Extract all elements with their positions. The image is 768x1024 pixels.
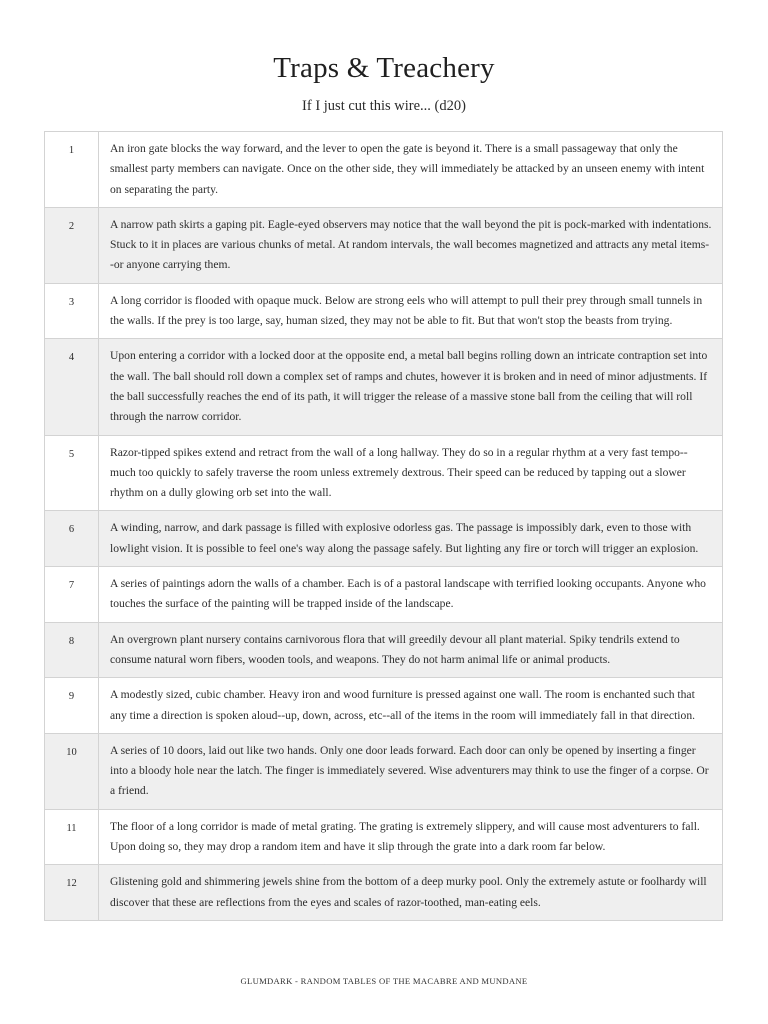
roll-number: 11 <box>45 809 99 865</box>
table-row <box>45 435 723 511</box>
table-row <box>45 567 723 623</box>
roll-number: 9 <box>45 678 99 734</box>
entry-text: A series of paintings adorn the walls of a chamber. Each is of a pastoral landscape with terrified looking occupants. Anyone who touches the surface of the painting will be trapped inside of the landscape. <box>99 567 723 623</box>
entry-text: A winding, narrow, and dark passage is filled with explosive odorless gas. The passage is impossibly dark, even to those with lowlight vision. It is possible to feel one's way along the passage safely. But lighting any fire or torch will trigger an explosion. <box>99 511 723 567</box>
table-row <box>45 511 723 567</box>
entry-text: An overgrown plant nursery contains carnivorous flora that will greedily devour all plant material. Spiky tendrils extend to consume natural worn fibers, wooden tools, and weapons. They do not harm animal life or animal products. <box>99 622 723 678</box>
roll-number: 6 <box>45 511 99 567</box>
table-row <box>45 678 723 734</box>
roll-number: 2 <box>45 207 99 283</box>
roll-number: 10 <box>45 733 99 809</box>
entry-text: Upon entering a corridor with a locked door at the opposite end, a metal ball begins rolling down an intricate contraption set into the wall. The ball should roll down a complex set of ramps and chutes, however it is broken and in need of minor adjustments. If the ball successfully reaches the end of its path, it will trigger the release of a massive stone ball from the ceiling that will roll through the narrow corridor. <box>99 339 723 435</box>
random-table <box>44 131 723 921</box>
table-row <box>45 339 723 435</box>
roll-number: 4 <box>45 339 99 435</box>
entry-text: A long corridor is flooded with opaque muck. Below are strong eels who will attempt to pull their prey through small tunnels in the walls. If the prey is too large, say, human sized, they may not be able to fit. But that won't stop the beasts from trying. <box>99 283 723 339</box>
roll-number: 7 <box>45 567 99 623</box>
roll-number: 3 <box>45 283 99 339</box>
entry-text: A modestly sized, cubic chamber. Heavy iron and wood furniture is pressed against one wall. The room is enchanted such that any time a direction is spoken aloud--up, down, across, etc--all of the items in the room will immediately fall in that direction. <box>99 678 723 734</box>
roll-number: 1 <box>45 132 99 208</box>
table-row <box>45 733 723 809</box>
table-row <box>45 132 723 208</box>
entry-text: The floor of a long corridor is made of metal grating. The grating is extremely slippery, and will cause most adventurers to fall. Upon doing so, they may drop a random item and have it slip through the grate into a dark room far below. <box>99 809 723 865</box>
table-row <box>45 809 723 865</box>
table-row <box>45 283 723 339</box>
entry-text: Glistening gold and shimmering jewels shine from the bottom of a deep murky pool. Only the extremely astute or foolhardy will discover that these are reflections from the eyes and scales of razor-toothed, man-eating eels. <box>99 865 723 921</box>
table-row <box>45 207 723 283</box>
roll-number: 8 <box>45 622 99 678</box>
page-footer: GLUMDARK - RANDOM TABLES OF THE MACABRE AND MUNDANE <box>240 976 528 986</box>
entry-text: A series of 10 doors, laid out like two hands. Only one door leads forward. Each door can only be opened by inserting a finger into a bloody hole near the latch. The finger is immediately severed. Wise adventurers may think to use the finger of a corpse. Or a friend. <box>99 733 723 809</box>
table-body <box>45 132 723 921</box>
table-container <box>44 131 723 921</box>
entry-text: A narrow path skirts a gaping pit. Eagle-eyed observers may notice that the wall beyond the pit is pock-marked with indentations. Stuck to it in places are various chunks of metal. At random intervals, the wall becomes magnetized and attracts any metal items--or anyone carrying them. <box>99 207 723 283</box>
page-subtitle: If I just cut this wire... (d20) <box>302 98 466 114</box>
table-row <box>45 622 723 678</box>
page-title: Traps & Treachery <box>273 52 495 84</box>
entry-text: Razor-tipped spikes extend and retract from the wall of a long hallway. They do so in a regular rhythm at a very fast tempo--much too quickly to safely traverse the room unless extremely dextrous. Their speed can be reduced by tapping out a slower rhythm on a dully glowing orb set into the wall. <box>99 435 723 511</box>
table-row <box>45 865 723 921</box>
roll-number: 5 <box>45 435 99 511</box>
roll-number: 12 <box>45 865 99 921</box>
entry-text: An iron gate blocks the way forward, and the lever to open the gate is beyond it. There is a small passageway that only the smallest party members can navigate. Once on the other side, they will immediately be attacked by an unseen enemy with intent on separating the party. <box>99 132 723 208</box>
